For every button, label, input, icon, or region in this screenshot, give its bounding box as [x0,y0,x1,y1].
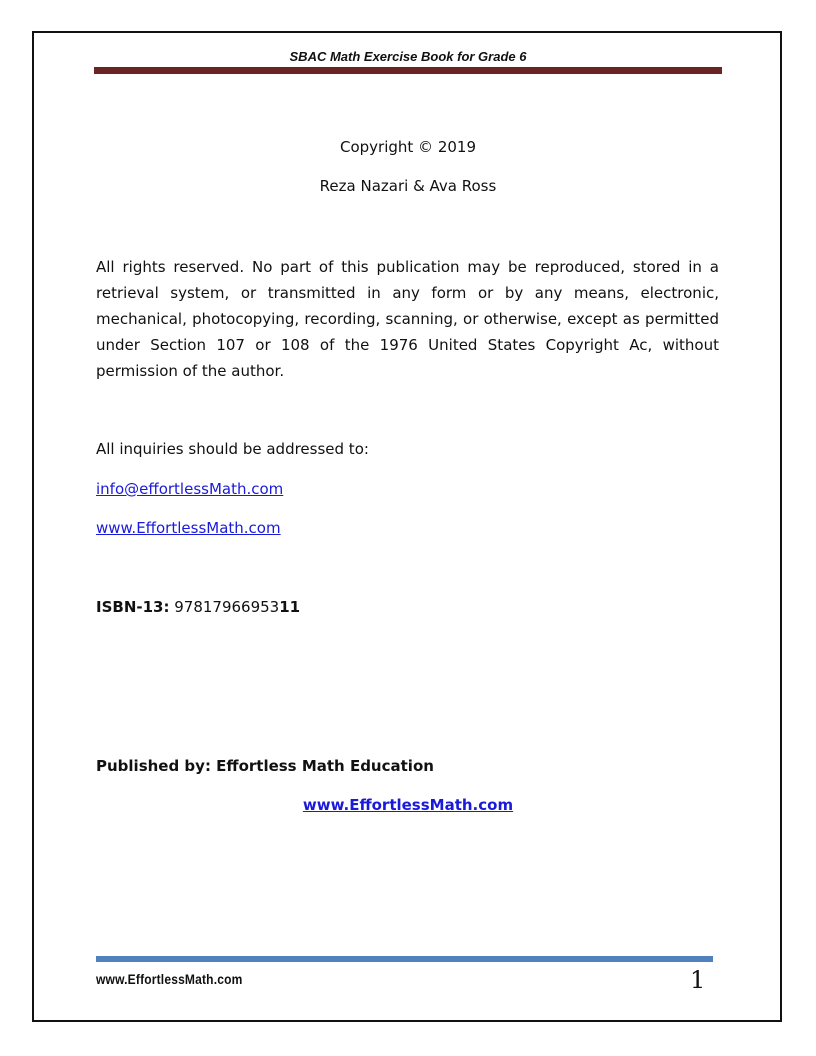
running-header-title: SBAC Math Exercise Book for Grade 6 [289,49,527,64]
header-rule [94,67,722,74]
isbn-value-end: 11 [279,598,301,616]
copyright-line: Copyright © 2019 [339,138,476,156]
footer-website: www.EffortlessMath.com [96,971,243,987]
isbn-line [96,598,300,616]
rights-paragraph: All rights reserved. No part of this publication may be reproduced, stored in a retrieval system, or transmitted in any form or by any means, electronic, mechanical, photocopying, recording, scanning, or otherwise, except as permitted under Section 107 or 108 of the 1976 United States Copyright Ac, without permission of the author. [96,258,719,380]
publisher-website-link[interactable]: www.EffortlessMath.com [302,796,514,814]
authors-line: Reza Nazari & Ava Ross [319,177,497,195]
page-number: 1 [690,966,706,994]
publisher-line: Published by: Effortless Math Education [96,757,434,775]
website-link[interactable]: www.EffortlessMath.com [96,519,281,537]
isbn-label: ISBN-13: [96,598,170,616]
footer-rule [96,956,713,962]
email-link[interactable]: info@effortlessMath.com [96,480,284,498]
isbn-value: 97817966953 [169,598,280,616]
inquiries-heading: All inquiries should be addressed to: [96,440,369,458]
